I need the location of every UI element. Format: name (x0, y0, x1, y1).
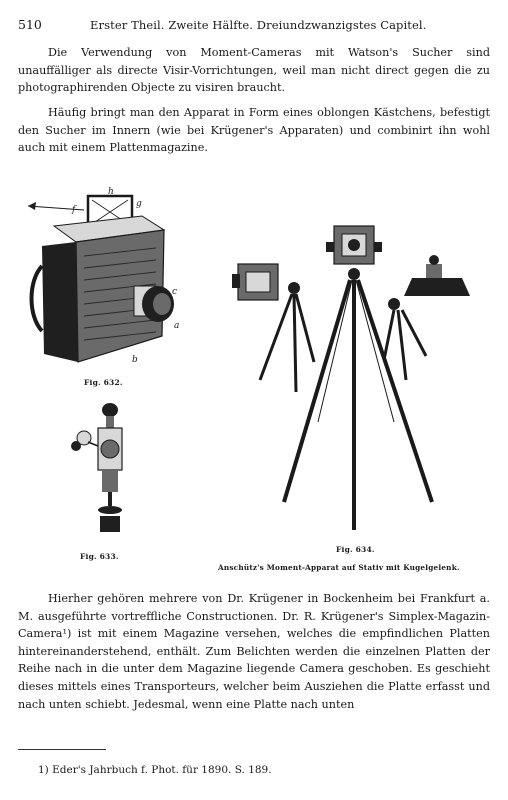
figure-632-caption: Fig. 632. (84, 378, 123, 387)
fig632-label-c: c (172, 287, 178, 297)
figure-634-caption: Fig. 634. (336, 545, 375, 554)
running-title: Erster Theil. Zweite Hälfte. Dreiundzwanzigstes Capitel. (90, 18, 427, 32)
page-header (18, 17, 490, 35)
figure-633-ball-joint-illustration (66, 400, 146, 538)
fig632-label-a: a (174, 321, 180, 331)
paragraph-2: Häufig bringt man den Apparat in Form eines oblongen Kästchens, befestigt den Sucher im Innern (wie bei Krügener's Apparaten) und combinirt ihn wohl auch mit einem Plattenmagazine. (18, 106, 490, 155)
footnote: 1) Eder's Jahrbuch f. Phot. für 1890. S. 189. (38, 764, 272, 776)
figure-634-subcaption: Anschütz's Moment-Apparat auf Stativ mit Kugelgelenk. (218, 563, 460, 572)
fig632-label-g: g (136, 199, 142, 209)
paragraph-3: Hierher gehören mehrere von Dr. Krügener in Bockenheim bei Frankfurt a. M. ausgeführte vortreffliche Constructionen. Dr. R. Krügener's Simplex-Magazin-Camera¹) ist mit einem Magazine versehen, welches die empfindlichen Platten hintereinanderstehend, enthält. Zum Belichten werden die einzelnen Platten der Reihe nach in die unter dem Magazine liegende Camera geschoben. Es geschieht dieses mittels eines Transporteurs, welcher beim Ausziehen die Platte erfasst und nach unten schiebt. Jedesmal, wenn eine Platte nach unten (18, 592, 490, 711)
figure-632-camera-illustration (22, 186, 192, 386)
fig632-label-b: b (132, 355, 138, 365)
footnote-rule (18, 749, 106, 750)
fig632-label-f: f (72, 205, 76, 215)
fig632-label-h: h (108, 187, 114, 197)
paragraph-1: Die Verwendung von Moment-Cameras mit Watson's Sucher sind unauffälliger als directe Visir-Vorrichtungen, weil man nicht direct gegen die zu photographirenden Objecte zu visiren braucht. (18, 46, 490, 95)
figure-634-tripod-illustration (222, 212, 484, 542)
figure-633-caption: Fig. 633. (80, 552, 119, 561)
page-number: 510 (18, 17, 42, 32)
